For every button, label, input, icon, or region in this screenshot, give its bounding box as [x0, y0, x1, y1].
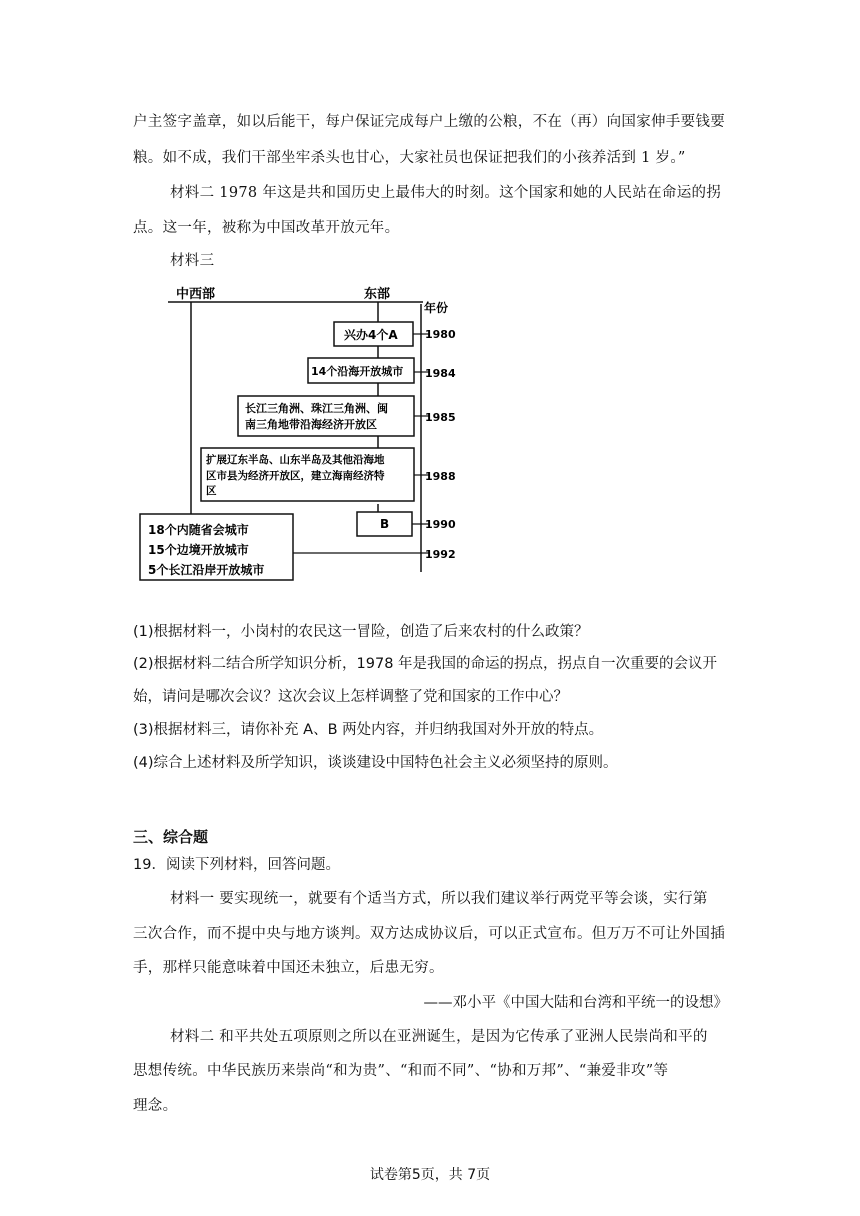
box-1988-line3: 区	[206, 485, 217, 497]
material1-line2: 粮。如不成，我们干部坐牢杀头也甘心，大家社员也保证把我们的小孩养活到 1 岁。”	[133, 150, 686, 166]
question-3: (3)根据材料三，请你补充 A、B 两处内容，并归纳我国对外开放的特点。	[133, 722, 604, 738]
s3-material2-line2: 思想传统。中华民族历来崇尚“和为贵”、“和而不同”、“协和万邦”、“兼爱非攻”等	[133, 1063, 669, 1079]
question-2-line2: 始，请问是哪次会议？这次会议上怎样调整了党和国家的工作中心？	[133, 689, 568, 705]
box-1990: B	[380, 517, 390, 531]
s3-material2-line3: 理念。	[133, 1098, 178, 1114]
left-box-line2: 15个边境开放城市	[148, 543, 249, 557]
material2-line2: 点。这一年，被称为中国改革开放元年。	[133, 220, 400, 236]
box-1985-line1: 长江三角洲、珠江三角洲、闽	[245, 402, 388, 415]
year-1992: 1992	[425, 548, 456, 561]
box-1980: 兴办4个A	[344, 328, 398, 342]
box-1988-line2: 区市县为经济开放区，建立海南经济特	[206, 470, 385, 482]
box-1988-line1: 扩展辽东半岛、山东半岛及其他沿海地	[206, 454, 385, 466]
opening-up-diagram	[138, 282, 456, 582]
question-19: 19．阅读下列材料，回答问题。	[133, 857, 340, 873]
year-1990: 1990	[425, 518, 456, 531]
year-1985: 1985	[425, 411, 456, 424]
box-1985-line2: 南三角地带沿海经济开放区	[245, 418, 377, 431]
material2-line1: 材料二 1978 年这是共和国历史上最伟大的时刻。这个国家和她的人民站在命运的拐	[170, 185, 722, 201]
year-1980: 1980	[425, 328, 456, 341]
year-1988: 1988	[425, 470, 456, 483]
box-1984: 14个沿海开放城市	[311, 365, 404, 378]
section-3-title: 三、综合题	[133, 828, 209, 846]
s3-material2-line1: 材料二 和平共处五项原则之所以在亚洲诞生，是因为它传承了亚洲人民崇尚和平的	[170, 1029, 708, 1045]
s3-material1-line2: 三次合作，而不提中央与地方谈判。双方达成协议后，可以正式宣布。但万万不可让外国插	[133, 926, 725, 942]
question-1: (1)根据材料一，小岗村的农民这一冒险，创造了后来农村的什么政策？	[133, 624, 589, 640]
header-east: 东部	[364, 287, 391, 302]
s3-material1-line3: 手，那样只能意味着中国还未独立，后患无穷。	[133, 960, 444, 976]
question-2-line1: (2)根据材料二结合所学知识分析，1978 年是我国的命运的拐点，拐点自一次重要的会议开	[133, 656, 718, 672]
year-1984: 1984	[425, 367, 456, 380]
s3-material1-line1: 材料一 要实现统一，就要有个适当方式，所以我们建议举行两党平等会谈，实行第	[170, 891, 708, 907]
left-box-line1: 18个内随省会城市	[148, 523, 249, 537]
header-midwest: 中西部	[176, 287, 216, 302]
question-4: (4)综合上述材料及所学知识，谈谈建设中国特色社会主义必须坚持的原则。	[133, 755, 618, 771]
header-year: 年份	[424, 301, 449, 315]
s3-material1-source: ——邓小平《中国大陆和台湾和平统一的设想》	[423, 995, 728, 1011]
left-box-line3: 5个长江沿岸开放城市	[148, 563, 265, 577]
page-footer: 试卷第5页，共 7页	[369, 1167, 491, 1183]
material1-line1: 户主签字盖章，如以后能干，每户保证完成每户上缴的公粮，不在（再）向国家伸手要钱要	[133, 114, 725, 130]
material3-label: 材料三	[170, 253, 215, 269]
